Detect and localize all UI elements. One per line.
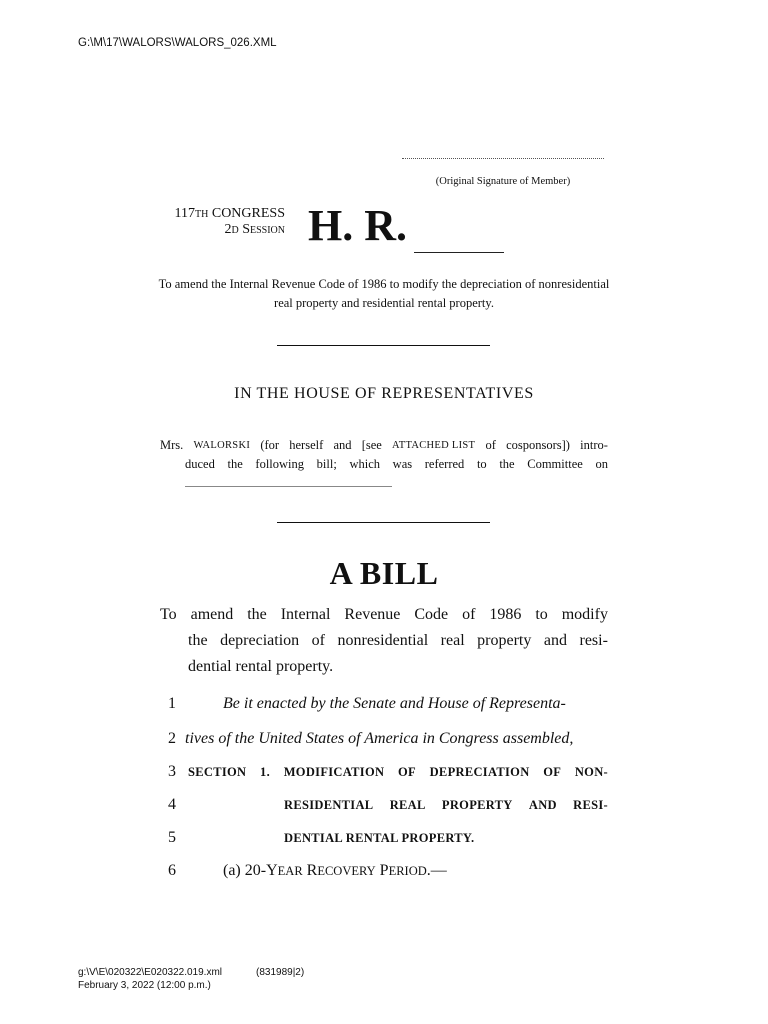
line-number: 1 bbox=[168, 695, 176, 712]
word: the bbox=[227, 457, 243, 471]
short-title: To amend the Internal Revenue Code of 1986 to modify the depreciation of nonresidential real property and residential rental property. bbox=[158, 277, 610, 310]
word: MODIFICATION bbox=[283, 765, 385, 779]
line-number: 6 bbox=[168, 862, 176, 879]
bill-number-blank bbox=[414, 252, 504, 253]
document-type-heading: A BILL bbox=[329, 555, 439, 591]
word: Revenue bbox=[344, 606, 401, 623]
congress-number: 117TH CONGRESS bbox=[174, 206, 285, 221]
file-path: G:\M\17\WALORS\WALORS_026.XML bbox=[78, 37, 277, 49]
word: RESIDENTIAL bbox=[284, 798, 374, 812]
word: intro- bbox=[580, 438, 608, 452]
long-title-line-1 bbox=[160, 602, 608, 628]
word: of bbox=[462, 606, 476, 623]
word: real bbox=[440, 632, 465, 649]
word: modify bbox=[561, 606, 608, 623]
word: resi- bbox=[579, 632, 608, 649]
word: PROPERTY bbox=[441, 798, 513, 812]
word: herself bbox=[289, 438, 324, 452]
word: [see bbox=[361, 438, 382, 452]
session-number: 2D SESSION bbox=[224, 222, 285, 237]
footer-date: February 3, 2022 (12:00 p.m.) bbox=[78, 980, 211, 991]
subsection-heading: (a) 20-YEAR RECOVERY PERIOD.— bbox=[223, 862, 447, 879]
word: on bbox=[595, 457, 608, 471]
word: the bbox=[247, 606, 267, 623]
word: OF bbox=[397, 765, 416, 779]
word: of bbox=[311, 632, 325, 649]
word: SECTION bbox=[188, 765, 247, 779]
word: to bbox=[476, 457, 487, 471]
word: Committee bbox=[527, 457, 583, 471]
divider-rule bbox=[277, 522, 490, 523]
enacting-clause-line-2: tives of the United States of America in Congress assembled, bbox=[185, 730, 574, 747]
word: the bbox=[188, 632, 208, 649]
congress-session bbox=[130, 206, 285, 238]
section-heading-line-3: DENTIAL RENTAL PROPERTY. bbox=[284, 831, 475, 845]
word: (for bbox=[260, 438, 280, 452]
word: 1. bbox=[260, 765, 271, 779]
word: Internal bbox=[280, 606, 331, 623]
word: To bbox=[160, 606, 177, 623]
word: AND bbox=[528, 798, 557, 812]
line-number: 5 bbox=[168, 829, 176, 846]
word: and bbox=[333, 438, 352, 452]
bill-designation: H. R. bbox=[308, 201, 407, 250]
word: following bbox=[255, 457, 305, 471]
word: the bbox=[499, 457, 515, 471]
word: nonresidential bbox=[337, 632, 429, 649]
word: OF bbox=[543, 765, 562, 779]
line-number: 2 bbox=[168, 730, 176, 747]
chamber-heading: IN THE HOUSE OF REPRESENTATIVES bbox=[234, 385, 534, 402]
word: NON- bbox=[574, 765, 608, 779]
word: property bbox=[477, 632, 532, 649]
introduction-line-2 bbox=[185, 455, 608, 474]
section-heading-line-2 bbox=[284, 798, 608, 813]
line-number: 3 bbox=[168, 763, 176, 780]
word: cosponsors]) bbox=[506, 438, 570, 452]
signature-line bbox=[402, 158, 604, 159]
word: Mrs. bbox=[160, 438, 184, 452]
word: RESI- bbox=[573, 798, 608, 812]
word: bill; bbox=[316, 457, 337, 471]
word: WALORSKI bbox=[193, 440, 251, 451]
word: amend bbox=[190, 606, 234, 623]
long-title-line-2 bbox=[188, 628, 608, 654]
divider-rule bbox=[277, 345, 490, 346]
committee-blank bbox=[185, 486, 392, 487]
word: which bbox=[349, 457, 381, 471]
section-heading-line-1 bbox=[188, 765, 608, 780]
word: and bbox=[543, 632, 567, 649]
enacting-clause-line-1: Be it enacted by the Senate and House of Representa- bbox=[223, 695, 566, 712]
word: REAL bbox=[389, 798, 426, 812]
line-number: 4 bbox=[168, 796, 176, 813]
footer-xml-path: g:\V\E\020322\E020322.019.xml bbox=[78, 967, 222, 978]
word: depreciation bbox=[220, 632, 300, 649]
introduction-line-1 bbox=[160, 436, 608, 455]
word: 1986 bbox=[489, 606, 522, 623]
long-title-line-3: dential rental property. bbox=[188, 658, 334, 675]
word: referred bbox=[424, 457, 465, 471]
word: duced bbox=[185, 457, 215, 471]
word: was bbox=[392, 457, 413, 471]
footer-doc-id: (831989|2) bbox=[256, 967, 305, 978]
word: DEPRECIATION bbox=[429, 765, 530, 779]
word: ATTACHED LIST bbox=[392, 440, 476, 451]
word: of bbox=[485, 438, 496, 452]
word: to bbox=[535, 606, 548, 623]
word: Code bbox=[414, 606, 449, 623]
signature-caption: (Original Signature of Member) bbox=[435, 176, 571, 187]
